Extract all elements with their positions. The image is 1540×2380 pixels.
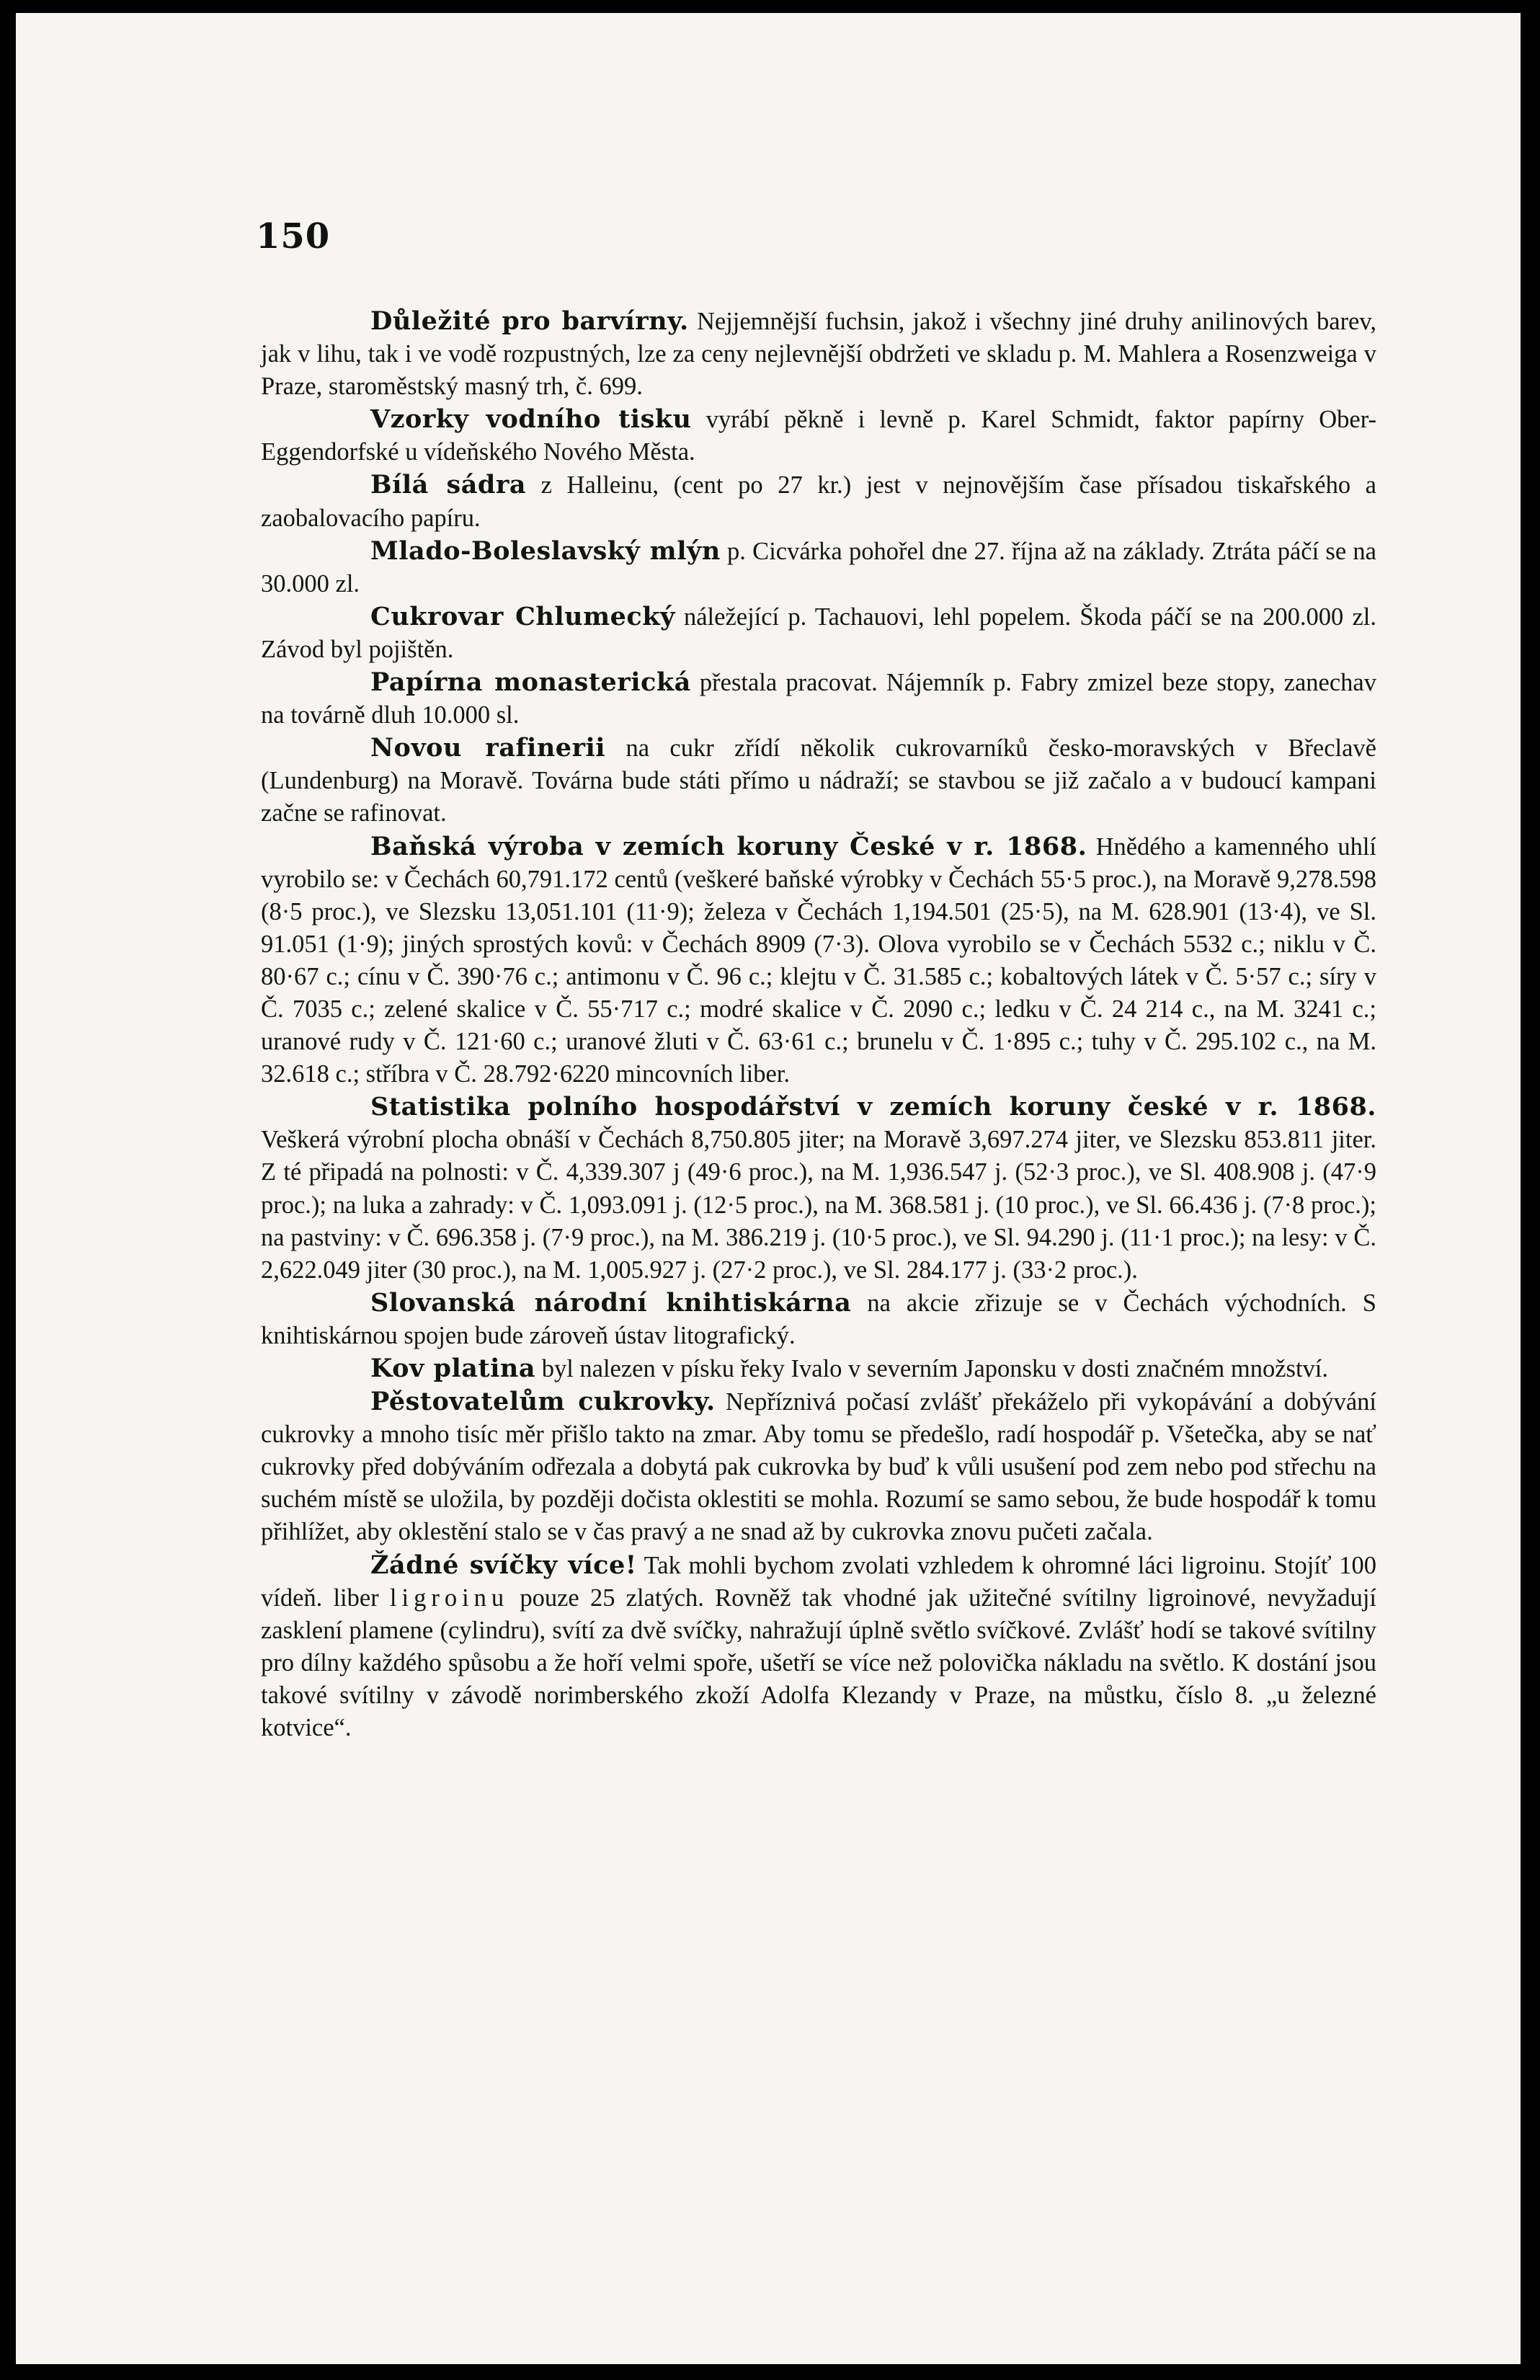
page-number: 150: [256, 216, 331, 257]
heading: Cukrovar Chlumecký: [370, 601, 675, 631]
heading: Novou rafinerii: [370, 733, 606, 763]
body-text: byl nalezen v písku řeky Ivalo v severním Japonsku v dosti značném množství.: [535, 1355, 1328, 1382]
heading: Bílá sádra: [370, 470, 526, 500]
paragraph-mlyn: [261, 535, 1376, 600]
paragraph-statistika: [261, 1091, 1376, 1287]
heading: Statistika polního hospodářství v zemích koruny české v r. 1868.: [370, 1092, 1376, 1122]
body-text: na cukr zřídí několik cukrovarníků česko-moravských v Břeclavě (Lundenburg) na Moravě. Továrna bude státi přímo u nádraží; se stavbou se již začalo a v budoucí kampani začne se rafinovat.: [261, 734, 1376, 827]
heading: Pěstovatelům cukrovky.: [370, 1387, 716, 1417]
heading: Vzorky vodního tisku: [370, 404, 692, 435]
heading: Žádné svíčky více!: [370, 1550, 637, 1580]
paragraph-banska-vyroba: [261, 830, 1376, 1091]
paragraph-cukrovar: [261, 600, 1376, 666]
body-text: Tak mohli bychom zvolati vzhledem k ohromné láci ligroinu. Stojíť 100 vídeň. liber: [261, 1551, 1376, 1612]
paragraph-vzorky: [261, 403, 1376, 469]
heading: Baňská výroba v zemích koruny České v r. 1868.: [370, 831, 1087, 861]
spaced-word: ligroinu: [389, 1584, 509, 1612]
paragraph-bila-sadra: [261, 469, 1376, 534]
paragraph-barvirny: [261, 305, 1376, 403]
body-text: Nepříznivá počasí zvlášť překáželo při vykopávání a dobývání cukrovky a mnoho tisíc měr přišlo takto na zmar. Aby tomu se předešlo, radí hospodář p. Všetečka, aby se nať cukrovky před dobýváním odřezala a dobytá pak cukrovka by buď k vůli usušení pod zem nebo pod střechu na suchém místě se uložila, by později dočista oklestiti se mohla. Rozumí se samo sebou, že bude hospodář k tomu přihlížet, aby oklestění stalo se v čas pravý a ne snad až by cukrovka znovu pučeti začala.: [261, 1388, 1376, 1546]
body-text: přestala pracovat. Nájemník p. Fabry zmizel beze stopy, zanechav na továrně dluh 10.000 sl.: [261, 669, 1376, 729]
body-text: pouze 25 zlatých. Rovněž tak vhodné jak užitečné svítilny ligroinové, nevyžadují zasklení plamene (cylindru), svítí za dvě svíčky, nahražují úplně světlo svíčkové. Zvlášť hodí se takové svítilny pro dílny každého spůsobu a že hoří velmi spoře, ušetří se více než polovička nákladu na světlo. K dostání jsou takové svítilny v závodě norimberského zkoží Adolfa Klezandy v Praze, na můstku, číslo 8. „u železné kotvice“.: [261, 1584, 1376, 1742]
paragraph-svicky: [261, 1549, 1376, 1745]
heading: Důležité pro barvírny.: [370, 306, 689, 336]
body-text: Nejjemnější fuchsin, jakož i všechny jiné druhy anilinových barev, jak v lihu, tak i ve vodě rozpustných, lze za ceny nejlevnější obdržeti ve skladu p. M. Mahlera a Rosenzweiga v Praze, staroměstský masný trh, č. 699.: [261, 308, 1376, 401]
heading: Slovanská národní knihtiskárna: [370, 1287, 852, 1318]
paragraph-cukrovka: [261, 1385, 1376, 1548]
body-text: na akcie zřizuje se v Čechách východních. S knihtiskárnou spojen bude zároveň ústav litografický.: [261, 1289, 1376, 1349]
book-page: [16, 13, 1521, 2364]
heading: Papírna monasterická: [370, 667, 691, 698]
paragraph-knihtiskarna: [261, 1287, 1376, 1352]
text-column: [261, 305, 1376, 1744]
body-text: p. Cicvárka pohořel dne 27. října až na základy. Ztráta páčí se na 30.000 zl.: [261, 537, 1376, 598]
heading: Kov platina: [370, 1354, 536, 1383]
body-text: vyrábí pěkně i levně p. Karel Schmidt, faktor papírny Ober-Eggendorfské u vídeňského Nového Města.: [261, 406, 1376, 466]
paragraph-platina: [261, 1352, 1376, 1385]
body-text: Hnědého a kamenného uhlí vyrobilo se: v Čechách 60,791.172 centů (veškeré baňské výrobky v Čechách 55·5 proc.), na Moravě 9,278.598 (8·5 proc.), ve Slezsku 13,051.101 (11·9); železa v Čechách 1,194.501 (25·5), na M. 628.901 (13·4), ve Sl. 91.051 (1·9); jiných sprostých kovů: v Čechách 8909 (7·3). Olova vyrobilo se v Čechách 5532 c.; niklu v Č. 80·67 c.; cínu v Č. 390·76 c.; antimonu v Č. 96 c.; klejtu v Č. 31.585 c.; kobaltových látek v Č. 5·57 c.; síry v Č. 7035 c.; zelené skalice v Č. 55·717 c.; modré skalice v Č. 2090 c.; ledku v Č. 24 214 c., na M. 3241 c.; uranové rudy v Č. 121·60 c.; uranové žluti v Č. 63·61 c.; brunelu v Č. 1·895 c.; tuhy v Č. 295.102 c., na M. 32.618 c.; stříbra v Č. 28.792·6220 mincovních liber.: [261, 832, 1376, 1088]
paragraph-rafinerie: [261, 732, 1376, 830]
body-text: z Halleinu, (cent po 27 kr.) jest v nejnovějším čase přísadou tiskařského a zaobalovacího papíru.: [261, 471, 1376, 532]
heading: Mlado-Boleslavský mlýn: [370, 536, 721, 566]
body-text: náležející p. Tachauovi, lehl popelem. Škoda páčí se na 200.000 zl. Závod byl pojištěn.: [261, 603, 1376, 663]
body-text: Veškerá výrobní plocha obnáší v Čechách 8,750.805 jiter; na Moravě 3,697.274 jiter, ve Slezsku 853.811 jiter. Z té připadá na polnosti: v Č. 4,339.307 j (49·6 proc.), na M. 1,936.547 j. (52·3 proc.), ve Sl. 408.908 j. (47·9 proc.); na luka a zahrady: v Č. 1,093.091 j. (12·5 proc.), na M. 368.581 j. (10 proc.), ve Sl. 66.436 j. (7·8 proc.); na pastviny: v Č. 696.358 j. (7·9 proc.), na M. 386.219 j. (10·5 proc.), ve Sl. 94.290 j. (11·1 proc.); na lesy: v Č. 2,622.049 jiter (30 proc.), na M. 1,005.927 j. (27·2 proc.), ve Sl. 284.177 j. (33·2 proc.).: [261, 1126, 1376, 1284]
paragraph-papirna: [261, 666, 1376, 732]
